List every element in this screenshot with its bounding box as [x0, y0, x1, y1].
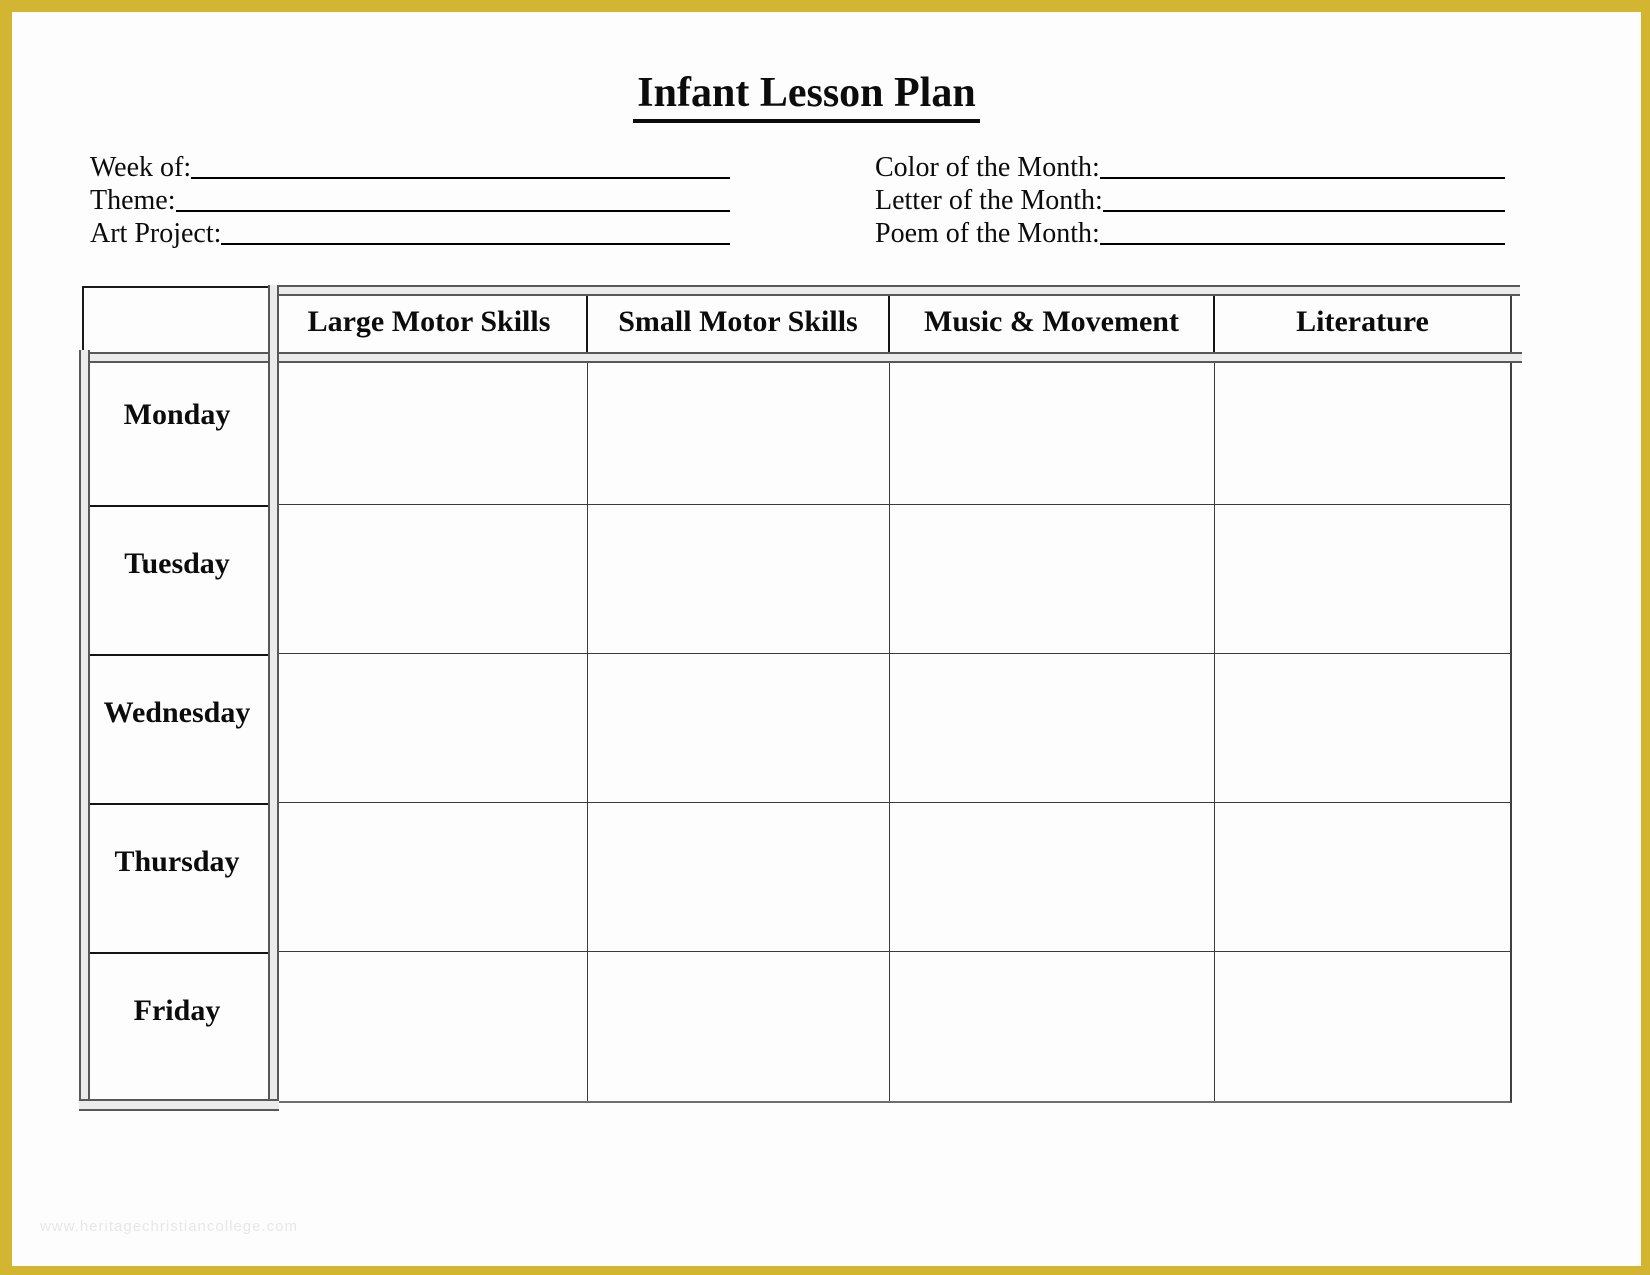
- lesson-cell-friday-music: [890, 952, 1215, 1101]
- row-header-tuesday: Tuesday: [82, 505, 272, 654]
- row-header-wednesday: Wednesday: [82, 654, 272, 803]
- field-row-poem-of-month: [875, 216, 1505, 249]
- lesson-cell-monday-literature: [1215, 356, 1510, 505]
- blank-line-letter-of-month: [1103, 210, 1505, 212]
- page-title: Infant Lesson Plan: [633, 70, 979, 123]
- lesson-cell-wednesday-music: [890, 654, 1215, 803]
- fields-right: [875, 150, 1505, 249]
- row-header-friday: Friday: [82, 952, 272, 1101]
- column-header-music-movement: Music & Movement: [890, 286, 1215, 356]
- table-border-band-day-bottom: [79, 1099, 279, 1111]
- field-label-theme: Theme:: [90, 185, 176, 216]
- blank-line-theme: [176, 210, 730, 212]
- table-border-band-day-right: [268, 285, 279, 1109]
- lesson-cell-wednesday-small-motor: [588, 654, 890, 803]
- lesson-cell-tuesday-music: [890, 505, 1215, 654]
- lesson-cell-friday-large-motor: [272, 952, 588, 1101]
- table-border-band-top: [269, 285, 1520, 296]
- field-label-art-project: Art Project:: [90, 218, 222, 249]
- blank-line-week-of: [191, 177, 730, 179]
- lesson-cell-friday-small-motor: [588, 952, 890, 1101]
- watermark: www.heritagechristiancollege.com: [40, 1218, 298, 1235]
- field-label-letter-of-month: Letter of the Month:: [875, 185, 1103, 216]
- fields-left: [90, 150, 730, 249]
- column-header-small-motor-skills: Small Motor Skills: [588, 286, 890, 356]
- corner-cell: [82, 286, 272, 356]
- lesson-cell-monday-small-motor: [588, 356, 890, 505]
- blank-line-poem-of-month: [1100, 243, 1505, 245]
- field-label-week-of: Week of:: [90, 152, 192, 183]
- lesson-cell-tuesday-large-motor: [272, 505, 588, 654]
- lesson-cell-thursday-small-motor: [588, 803, 890, 952]
- field-row-art-project: [90, 216, 730, 249]
- column-header-literature: Literature: [1296, 305, 1429, 338]
- lesson-plan-table: [82, 286, 1512, 1103]
- column-header-large-motor-skills: Large Motor Skills: [272, 286, 588, 356]
- lesson-cell-tuesday-small-motor: [588, 505, 890, 654]
- table-border-band-header-bottom: [80, 352, 1522, 363]
- lesson-cell-tuesday-literature: [1215, 505, 1510, 654]
- row-header-thursday: Thursday: [82, 803, 272, 952]
- table-border-band-left: [79, 350, 90, 1108]
- lesson-cell-thursday-literature: [1215, 803, 1510, 952]
- title-wrap: [12, 70, 1601, 123]
- field-row-letter-of-month: [875, 183, 1505, 216]
- lesson-cell-friday-literature: [1215, 952, 1510, 1101]
- field-label-color-of-month: Color of the Month:: [875, 152, 1100, 183]
- field-row-week-of: [90, 150, 730, 183]
- field-label-poem-of-month: Poem of the Month:: [875, 218, 1100, 249]
- field-row-color-of-month: [875, 150, 1505, 183]
- lesson-cell-thursday-large-motor: [272, 803, 588, 952]
- lesson-cell-wednesday-large-motor: [272, 654, 588, 803]
- blank-line-color-of-month: [1100, 177, 1505, 179]
- row-header-monday: Monday: [82, 356, 272, 505]
- blank-line-art-project: [221, 243, 730, 245]
- lesson-cell-monday-music: [890, 356, 1215, 505]
- field-row-theme: [90, 183, 730, 216]
- lesson-cell-thursday-music: [890, 803, 1215, 952]
- lesson-cell-wednesday-literature: [1215, 654, 1510, 803]
- lesson-cell-monday-large-motor: [272, 356, 588, 505]
